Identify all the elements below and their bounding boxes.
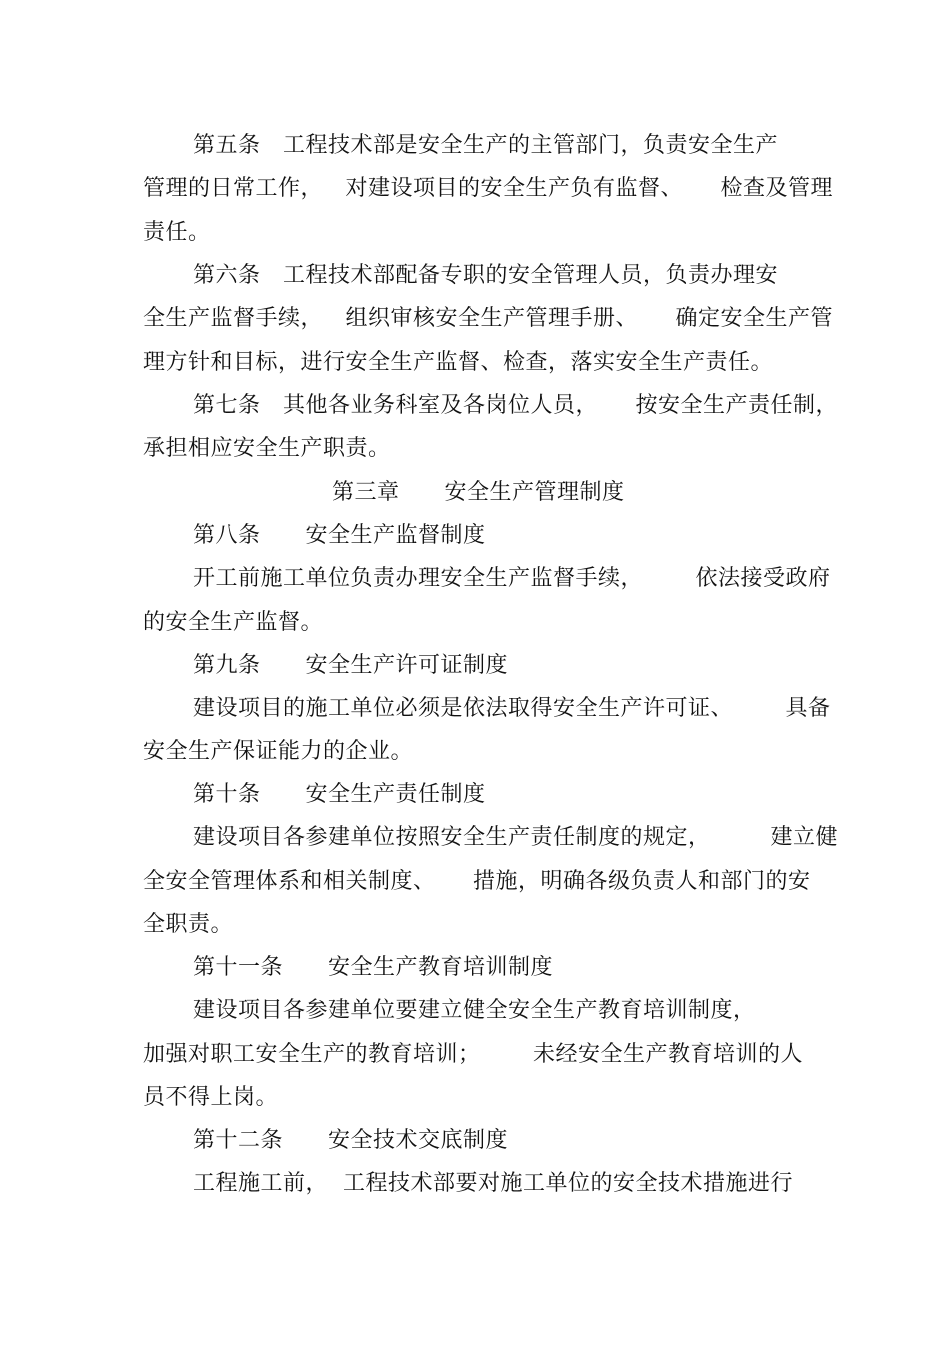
article-12-heading: 第十二条 安全技术交底制度 xyxy=(193,1128,508,1153)
article-5-line-1: 第五条 工程技术部是安全生产的主管部门，负责安全生产 xyxy=(193,133,778,158)
article-6-line-3: 理方针和目标，进行安全生产监督、检查，落实安全生产责任。 xyxy=(143,350,774,375)
article-12-line-1: 工程施工前， 工程技术部要对施工单位的安全技术措施进行 xyxy=(193,1171,793,1196)
article-7-line-1: 第七条 其他各业务科室及各岗位人员， 按安全生产责任制， xyxy=(193,393,838,418)
article-9-line-2: 安全生产保证能力的企业。 xyxy=(143,739,414,764)
article-6-line-1: 第六条 工程技术部配备专职的安全管理人员，负责办理安 xyxy=(193,263,778,288)
article-11-line-1: 建设项目各参建单位要建立健全安全生产教育培训制度， xyxy=(193,998,756,1023)
article-11-heading: 第十一条 安全生产教育培训制度 xyxy=(193,955,553,980)
article-5-line-2: 管理的日常工作， 对建设项目的安全生产负有监督、 检查及管理 xyxy=(143,176,833,201)
article-10-line-1: 建设项目各参建单位按照安全生产责任制度的规定， 建立健 xyxy=(193,825,838,850)
article-8-line-1: 开工前施工单位负责办理安全生产监督手续， 依法接受政府 xyxy=(193,566,831,591)
article-6-line-2: 全生产监督手续， 组织审核安全生产管理手册、 确定安全生产管 xyxy=(143,306,833,331)
article-10-line-3: 全职责。 xyxy=(143,912,234,937)
article-9-heading: 第九条 安全生产许可证制度 xyxy=(193,653,508,678)
article-11-line-2: 加强对职工安全生产的教育培训； 未经安全生产教育培训的人 xyxy=(143,1042,803,1067)
article-5-line-3: 责任。 xyxy=(143,220,211,245)
chapter-3-heading: 第三章 安全生产管理制度 xyxy=(332,480,625,505)
article-8-line-2: 的安全生产监督。 xyxy=(143,610,324,635)
article-10-line-2: 全安全管理体系和相关制度、 措施，明确各级负责人和部门的安 xyxy=(143,869,811,894)
article-10-heading: 第十条 安全生产责任制度 xyxy=(193,782,486,807)
article-11-line-3: 员不得上岗。 xyxy=(143,1085,279,1110)
article-7-line-2: 承担相应安全生产职责。 xyxy=(143,436,391,461)
article-9-line-1: 建设项目的施工单位必须是依法取得安全生产许可证、 具备 xyxy=(193,696,831,721)
article-8-heading: 第八条 安全生产监督制度 xyxy=(193,523,486,548)
